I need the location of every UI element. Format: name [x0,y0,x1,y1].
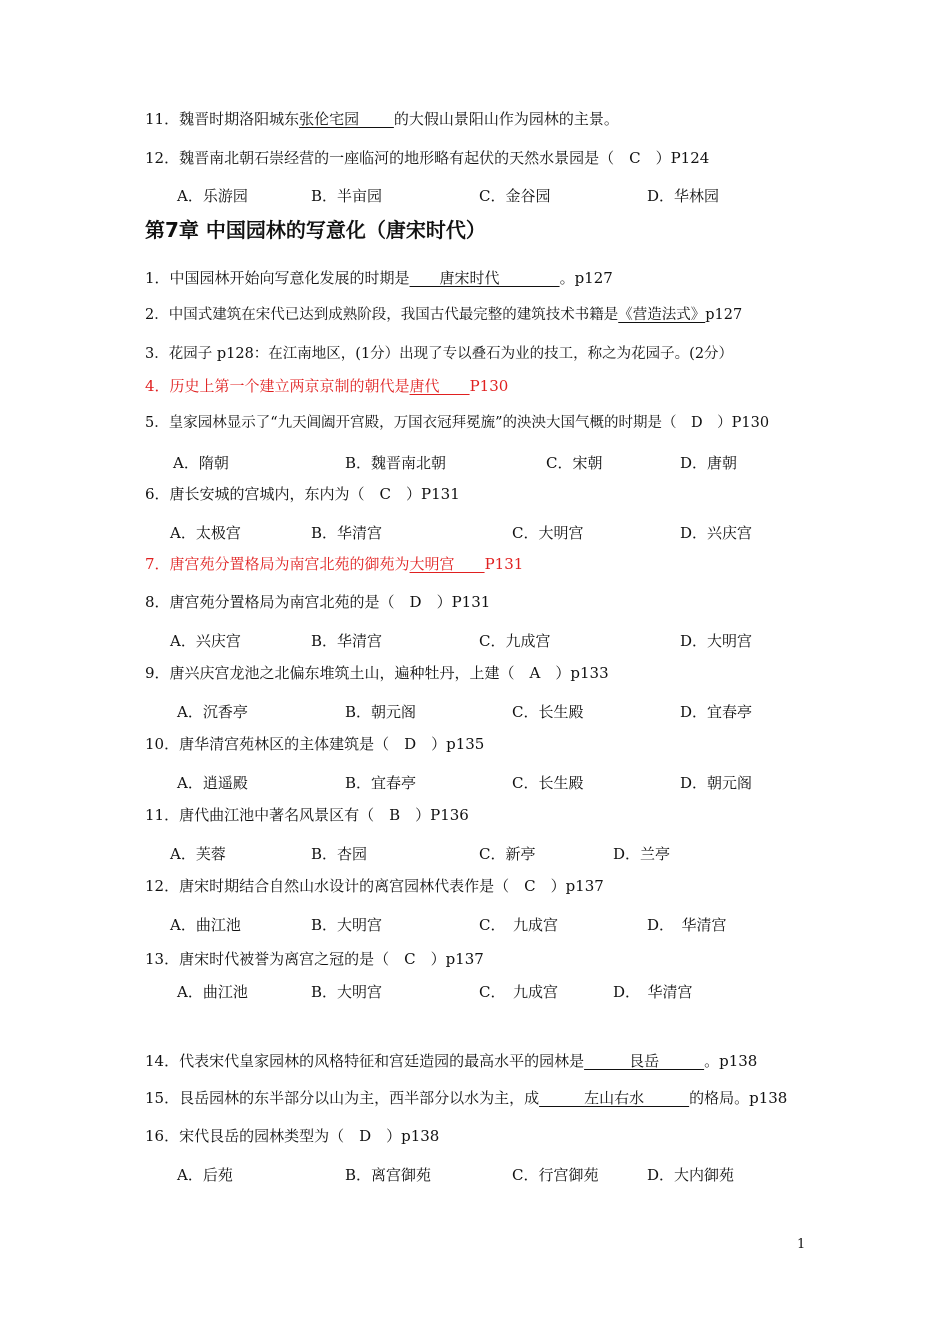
option-d: D． 华清宫 [613,983,693,1001]
option-c: C．长生殿 [512,774,584,792]
text: 的大假山景阳山作为园林的主景。 [393,110,619,128]
question-line: 12．唐宋时期结合自然山水设计的离宫园林代表作是（ C ）p137 [145,877,604,895]
option-d: D．兰亭 [613,845,671,863]
text: 14．代表宋代皇家园林的风格特征和宫廷造园的最高水平的园林是 [145,1052,585,1070]
option-a: A．隋朝 [173,454,229,472]
question-line: 10．唐华清宫苑林区的主体建筑是（ D ）p135 [145,735,485,753]
option-b: B．魏晋南北朝 [345,454,447,472]
option-d: D．宜春亭 [680,703,753,721]
text: 。p138 [704,1052,758,1070]
text: 2．中国式建筑在宋代已达到成熟阶段，我国古代最完整的建筑技术书籍是 [145,307,619,323]
question-line: 11．唐代曲江池中著名风景区有（ B ）P136 [145,806,469,824]
option-d: D．唐朝 [680,454,738,472]
option-b: B．华清宫 [311,524,383,542]
text: 。p127 [559,269,613,287]
option-c: C． 九成宫 [479,983,558,1001]
option-d: D．朝元阁 [680,774,753,792]
option-b: B．大明宫 [311,916,383,934]
option-c: C．大明宫 [512,524,584,542]
text: 11．魏晋时期洛阳城东 [145,110,300,128]
answer-blank: 大明宫 [409,555,485,573]
option-c: C．新亭 [479,845,536,863]
answer-blank: 《营造法式》 [618,307,706,323]
page-number: 1 [797,1237,806,1252]
option-a: A．曲江池 [170,916,241,934]
question-line: 5．皇家园林显示了“九天阊阖开宫殿，万国衣冠拜冕旒”的泱泱大国气概的时期是（ D ）P130 [145,415,770,431]
question-line [145,109,619,129]
option-c: C．长生殿 [512,703,584,721]
question-line: 9．唐兴庆宫龙池之北偏东堆筑土山，遍种牡丹，上建（ A ）p133 [145,664,609,682]
question-line [145,305,742,325]
question-line [145,1051,757,1071]
question-line: 8．唐宫苑分置格局为南宫北苑的是（ D ）P131 [145,593,491,611]
answer-blank: 唐宋时代 [409,269,560,287]
option-c: C．金谷园 [479,187,551,205]
answer-blank: 唐代 [409,377,470,395]
question-line: 16．宋代艮岳的园林类型为（ D ）p138 [145,1127,440,1145]
text: 4．历史上第一个建立两京京制的朝代是 [145,377,410,395]
option-d: D．大明宫 [680,632,753,650]
option-b: B．大明宫 [311,983,383,1001]
option-a: A．兴庆宫 [170,632,241,650]
option-d: D．大内御苑 [647,1166,735,1184]
option-a: A．沉香亭 [177,703,248,721]
option-a: A．曲江池 [177,983,248,1001]
option-b: B．杏园 [311,845,368,863]
option-c: C．九成宫 [479,632,551,650]
text: 的格局。p138 [689,1089,788,1107]
answer-blank: 艮岳 [584,1052,705,1070]
option-a: A．芙蓉 [170,845,226,863]
option-c: C．宋朝 [546,454,603,472]
option-b: B．离宫御苑 [345,1166,432,1184]
answer-blank: 左山右水 [539,1089,690,1107]
option-a: A．太极宫 [170,524,241,542]
question-line-highlighted [145,554,523,574]
option-b: B．朝元阁 [345,703,417,721]
question-line: 3．花园子 p128：在江南地区，(1分）出现了专以叠石为业的技工，称之为花园子。(2分） [145,346,734,362]
text: 1．中国园林开始向写意化发展的时期是 [145,269,410,287]
option-d: D． 华清宫 [647,916,727,934]
option-d: D．华林园 [647,187,720,205]
option-b: B．半亩园 [311,187,383,205]
option-a: A．逍遥殿 [177,774,248,792]
text: P130 [469,377,509,395]
text: P131 [484,555,524,573]
question-line-highlighted [145,376,508,396]
text: p127 [705,307,743,323]
question-line [145,1088,787,1108]
chapter-heading: 第7章 中国园林的写意化（唐宋时代） [145,218,486,242]
option-c: C．行宫御苑 [512,1166,599,1184]
question-line: 6．唐长安城的宫城内，东内为（ C ）P131 [145,485,460,503]
text: 7．唐宫苑分置格局为南宫北苑的御苑为 [145,555,410,573]
option-b: B．华清宫 [311,632,383,650]
option-d: D．兴庆宫 [680,524,753,542]
question-line: 12．魏晋南北朝石崇经营的一座临河的地形略有起伏的天然水景园是（ C ）P124 [145,149,710,167]
option-a: A．乐游园 [177,187,248,205]
option-a: A．后苑 [177,1166,233,1184]
option-c: C． 九成宫 [479,916,558,934]
text: 15．艮岳园林的东半部分以山为主，西半部分以水为主，成 [145,1089,540,1107]
answer-blank: 张伦宅园 [299,110,394,128]
question-line [145,268,613,288]
option-b: B．宜春亭 [345,774,417,792]
question-line: 13．唐宋时代被誉为离宫之冠的是（ C ）p137 [145,950,484,968]
